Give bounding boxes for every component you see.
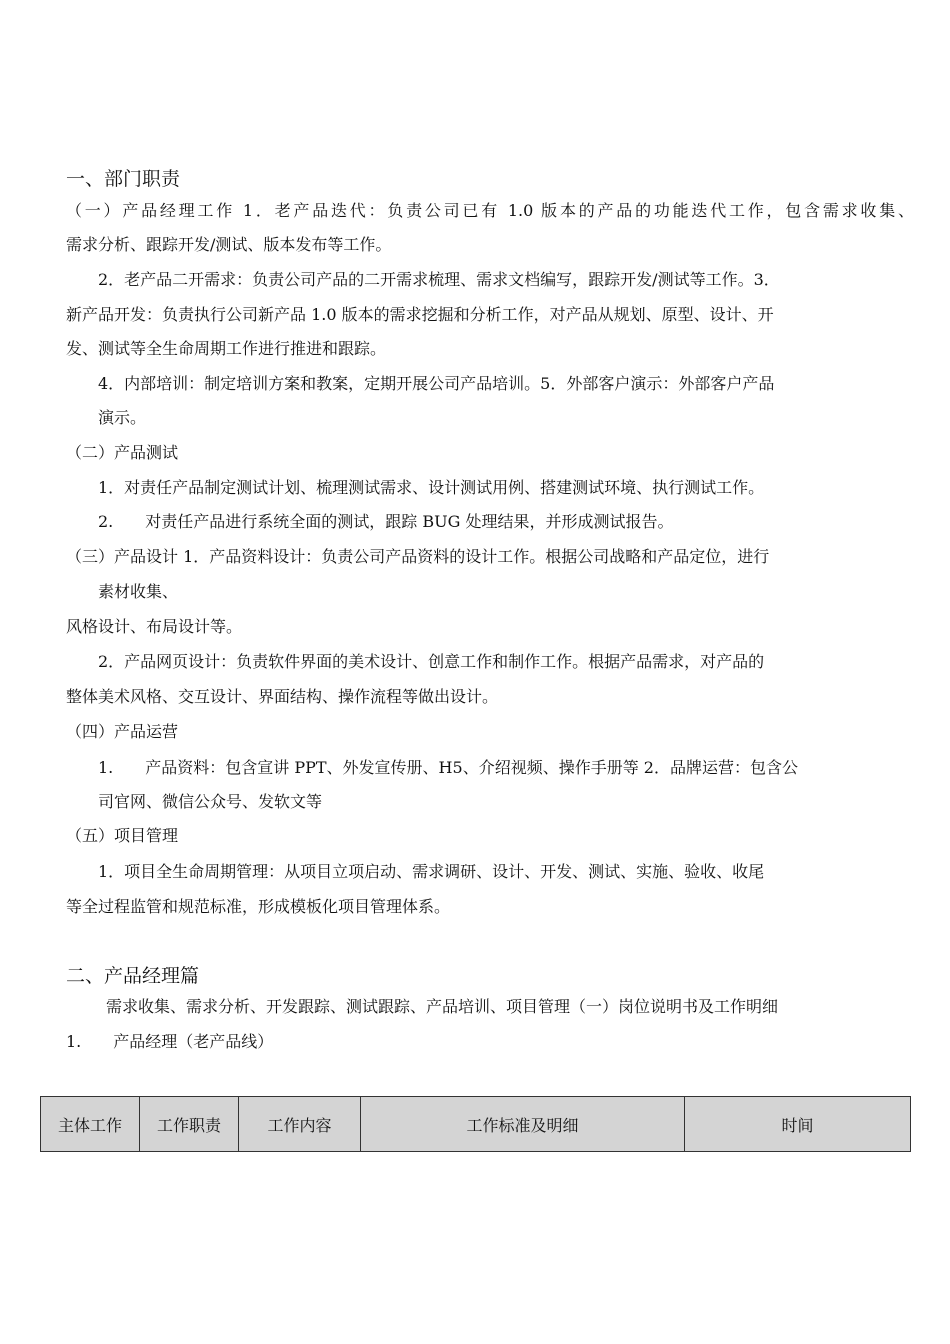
- subsection-heading: （五）项目管理: [66, 826, 179, 845]
- table-header-row: [41, 1097, 911, 1152]
- paragraph-line: 2．产品网页设计：负责软件界面的美术设计、创意工作和制作工作。根据产品需求，对产品的: [98, 652, 765, 671]
- paragraph-line: 整体美术风格、交互设计、界面结构、操作流程等做出设计。: [66, 687, 499, 706]
- paragraph-line: 新产品开发：负责执行公司新产品 1.0 版本的需求挖掘和分析工作，对产品从规划、原型、设计、开: [66, 305, 774, 324]
- paragraph-line: （三）产品设计 1．产品资料设计：负责公司产品资料的设计工作。根据公司战略和产品定位，进行: [66, 547, 770, 566]
- table-header-cell: 主体工作: [41, 1097, 140, 1152]
- table-header-cell: 时间: [685, 1097, 911, 1152]
- paragraph-line: 演示。: [98, 408, 147, 427]
- paragraph-line: 风格设计、布局设计等。: [66, 617, 243, 636]
- table-header-cell: 工作标准及明细: [361, 1097, 685, 1152]
- paragraph-line: （一）产品经理工作 1．老产品迭代：负责公司已有 1.0 版本的产品的功能迭代工作，包含需求收集、: [66, 201, 914, 220]
- list-item: 1. 产品经理（老产品线）: [66, 1032, 274, 1051]
- paragraph-line: 需求分析、跟踪开发/测试、版本发布等工作。: [66, 235, 392, 254]
- paragraph-line: 发、测试等全生命周期工作进行推进和跟踪。: [66, 339, 387, 358]
- subsection-heading: （二）产品测试: [66, 443, 179, 462]
- section-heading: 一、部门职责: [66, 168, 181, 190]
- table-header-cell: 工作内容: [239, 1097, 361, 1152]
- section-heading: 二、产品经理篇: [66, 965, 200, 987]
- paragraph-line: 司官网、微信公众号、发软文等: [98, 792, 323, 811]
- subsection-heading: （四）产品运营: [66, 722, 179, 741]
- table-header-cell: 工作职责: [140, 1097, 239, 1152]
- paragraph-line: 1．项目全生命周期管理：从项目立项启动、需求调研、设计、开发、测试、实施、验收、收尾: [98, 862, 765, 881]
- paragraph-line: 1. 产品资料：包含宣讲 PPT、外发宣传册、H5、介绍视频、操作手册等 2．品牌运营：包含公: [98, 758, 798, 777]
- job-detail-table: [40, 1096, 911, 1152]
- paragraph-line: 2．老产品二开需求：负责公司产品的二开需求梳理、需求文档编写，跟踪开发/测试等工作。3．: [98, 270, 780, 289]
- paragraph-line: 素材收集、: [98, 582, 179, 601]
- paragraph-line: 等全过程监管和规范标准，形成模板化项目管理体系。: [66, 897, 451, 916]
- paragraph-line: 4．内部培训：制定培训方案和教案，定期开展公司产品培训。5．外部客户演示：外部客户产品: [98, 374, 775, 393]
- paragraph-line: 需求收集、需求分析、开发跟踪、测试跟踪、产品培训、项目管理（一）岗位说明书及工作明细: [106, 997, 779, 1016]
- paragraph-line: 1．对责任产品制定测试计划、梳理测试需求、设计测试用例、搭建测试环境、执行测试工作。: [98, 478, 765, 497]
- paragraph-line: 2. 对责任产品进行系统全面的测试，跟踪 BUG 处理结果，并形成测试报告。: [98, 512, 674, 531]
